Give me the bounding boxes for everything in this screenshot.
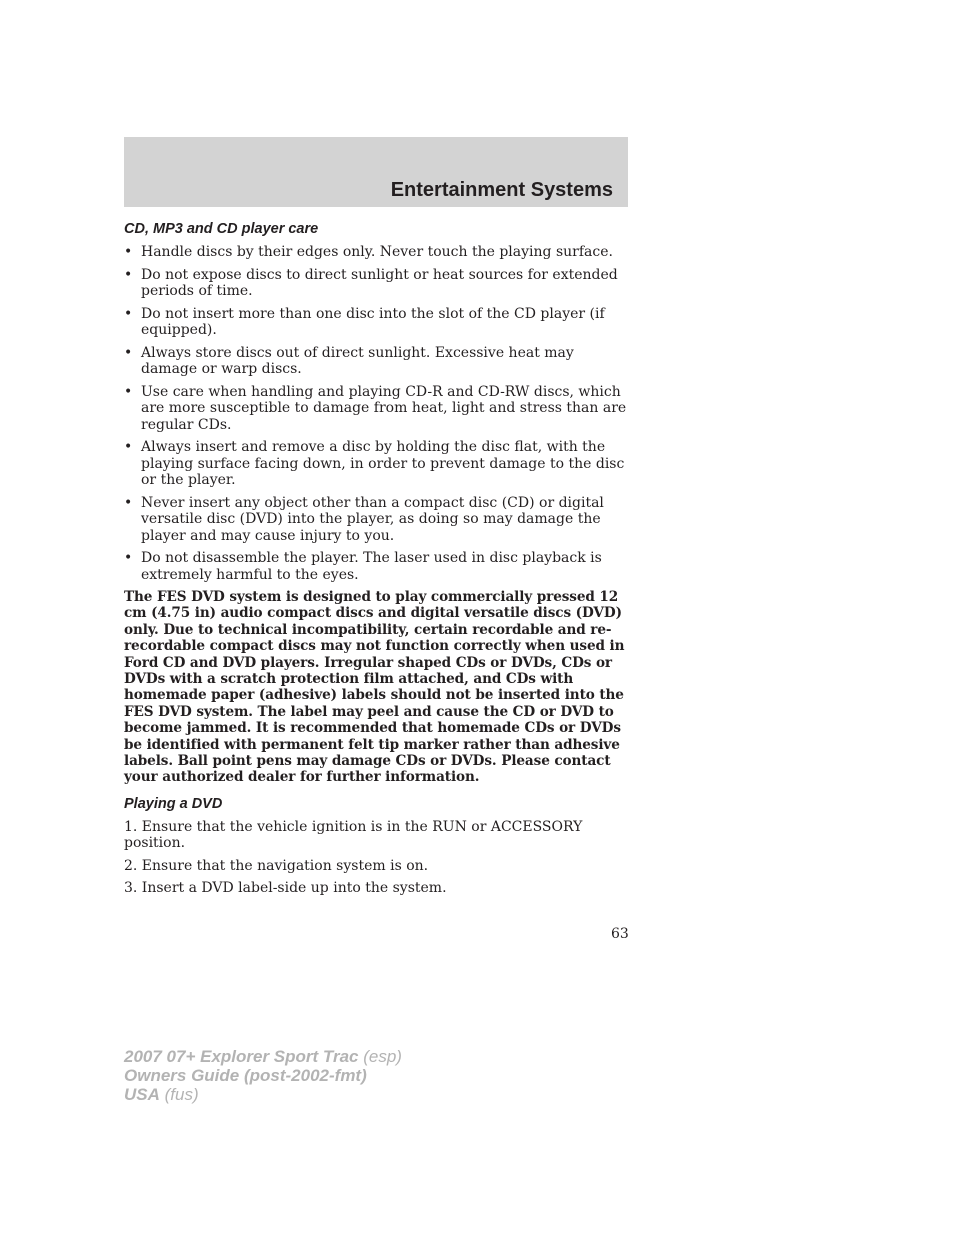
- bullet-glyph: •: [124, 383, 133, 400]
- document-footer: [124, 1047, 402, 1104]
- bullet-glyph: •: [124, 494, 133, 511]
- list-item: • Handle discs by their edges only. Never touch the playing surface.: [124, 244, 613, 260]
- step-item: 1. Ensure that the vehicle ignition is in the RUN or ACCESSORY position.: [124, 818, 583, 852]
- bullet-glyph: •: [124, 344, 133, 361]
- bullet-glyph: •: [124, 266, 133, 283]
- care-heading: CD, MP3 and CD player care: [124, 221, 319, 237]
- playing-dvd-heading: Playing a DVD: [124, 795, 223, 812]
- list-item: • Do not insert more than one disc into the slot of the CD player (if equipped).: [124, 305, 605, 338]
- section-title: Entertainment Systems: [390, 179, 613, 201]
- list-item: • Always insert and remove a disc by holding the disc flat, with the playing surface facing down, in order to prevent damage to the disc or the player.: [124, 439, 625, 488]
- list-item: • Do not expose discs to direct sunlight or heat sources for extended periods of time.: [124, 266, 618, 299]
- footer-line-model: 2007 07+ Explorer Sport Trac (esp): [124, 1047, 402, 1066]
- page-number: 63: [611, 926, 629, 942]
- step-item: 3. Insert a DVD label-side up into the system.: [124, 880, 447, 897]
- bullet-glyph: •: [124, 439, 133, 455]
- fes-dvd-warning: The FES DVD system is designed to play commercially pressed 12 cm (4.75 in) audio compact discs and digital versatile discs (DVD) only. Due to technical incompatibility, certain recordable and re-recordable compact discs may not function correctly when used in Ford CD and DVD players. Irregular shaped CDs or DVDs, CDs or DVDs with a scratch protection film attached, and CDs with homemade paper (adhesive) labels should not be inserted into the FES DVD system. The label may peel and cause the CD or DVD to become jammed. It is recommended that homemade CDs or DVDs be identified with permanent felt tip marker rather than adhesive labels. Ball point pens may damage CDs or DVDs. Please contact your authorized dealer for further information.: [124, 589, 625, 786]
- list-item: • Do not disassemble the player. The laser used in disc playback is extremely harmful to the eyes.: [124, 550, 602, 583]
- list-item: • Always store discs out of direct sunlight. Excessive heat may damage or warp discs.: [124, 344, 574, 377]
- page-content: [124, 219, 630, 903]
- footer-line-guide: Owners Guide (post-2002-fmt): [124, 1066, 367, 1085]
- step-item: 2. Ensure that the navigation system is on.: [124, 857, 429, 874]
- bullet-glyph: •: [124, 305, 133, 322]
- playing-dvd-steps: [124, 819, 630, 897]
- list-item: • Never insert any object other than a compact disc (CD) or digital versatile disc (DVD) into the player, as doing so may damage the player and may cause injury to you.: [124, 494, 604, 544]
- bullet-glyph: •: [124, 244, 133, 260]
- footer-line-market: USA (fus): [124, 1085, 199, 1104]
- care-list: [124, 244, 630, 583]
- list-item: • Use care when handling and playing CD-R and CD-RW discs, which are more susceptible to damage from heat, light and stress than are regular CDs.: [124, 383, 627, 433]
- section-header-band: [124, 137, 628, 207]
- bullet-glyph: •: [124, 550, 133, 566]
